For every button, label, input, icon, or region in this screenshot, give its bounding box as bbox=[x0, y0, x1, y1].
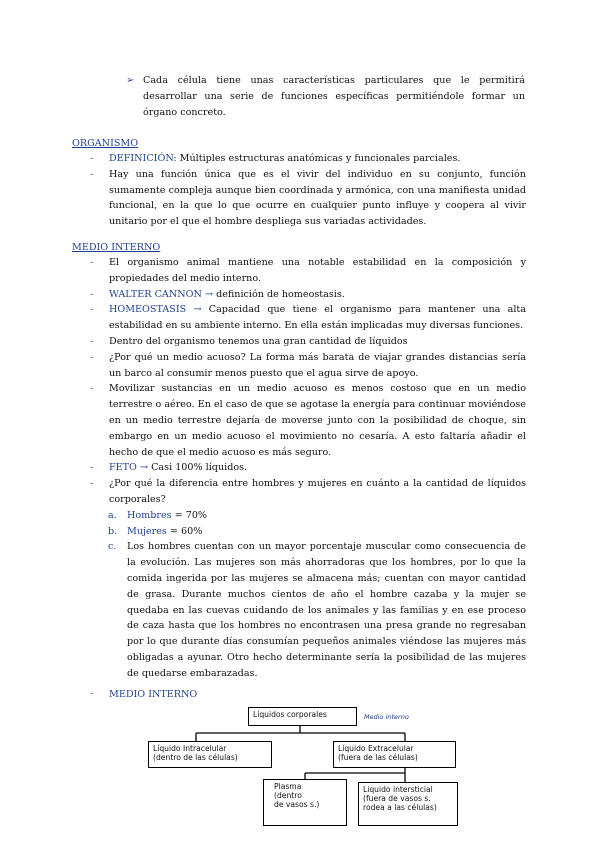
box-liquido-extracelular: Líquido Extracelular (fuera de las células) bbox=[333, 741, 456, 768]
dash-bullet: - bbox=[90, 383, 94, 395]
sub-list-item bbox=[72, 508, 526, 524]
list-letter: a. bbox=[108, 509, 117, 521]
list-item-text: definición de homeostasis. bbox=[213, 288, 345, 300]
dash-bullet: - bbox=[90, 462, 94, 474]
box-liquido-intersticial: Liquido intersticial (fuera de vasos s. rodea a las células) bbox=[358, 782, 458, 826]
list-item-text: = 60% bbox=[166, 525, 203, 537]
list-item-text: Los hombres cuentan con un mayor porcentaje muscular como consecuencia de la evolución. Las mujeres son más ahorradoras que los hombres, por lo que la comida ingerida por las mujeres se almacena más; cuentan con mayor cantidad de grasa. Durante muchos cientos de año el hombre cazaba y la mujer se quedaba en las cuevas cuidando de los animales y las familias y en ese proceso de caza hasta que los hombres no encontrasen una presa grande no regresaban por lo que durante días consumían pequeños animales viéndose las mujeres más obligadas a ayunar. Otro hecho determinante sería la posibilidad de las mujeres de quedarse embarazadas. bbox=[127, 541, 526, 679]
intro-paragraph: Cada célula tiene unas características particulares que le permitirá desarrollar una serie de funciones específicas permitiéndole formar un órgano concreto. bbox=[143, 75, 525, 118]
dash-bullet: - bbox=[90, 688, 94, 699]
right-arrow-icon: → bbox=[193, 304, 202, 316]
list-item-text: Movilizar sustancias en un medio acuoso es menos costoso que en un medio terrestre o aéreo. En el caso de que se agotase la energía para continuar moviéndose en un medio terrestre dejaría de moverse junto con la posibilidad de choque, sin embargo en un medio acuoso el movimiento no cesaría. A esto faltaría añadir el hecho de que el medio acuoso es más seguro. bbox=[109, 383, 526, 458]
term-label: Hombres bbox=[127, 509, 172, 521]
sub-list-item bbox=[72, 524, 526, 540]
list-item bbox=[72, 460, 526, 476]
list-item-text: Hay una función única que es el vivir del individuo en su conjunto, función sumamente compleja aunque bien coordinada y armónica, con una manifiesta unidad funcional, en la que lo que ocurre en cualquier punto influye y coopera al vivir unitario por el que el hombre despliega sus variadas actividades. bbox=[109, 168, 526, 228]
section-heading-diagram: MEDIO INTERNO bbox=[109, 689, 198, 700]
medio-interno-label: Medio interno bbox=[364, 713, 409, 721]
list-item-text: = 70% bbox=[171, 509, 208, 521]
list-item bbox=[72, 255, 526, 287]
section-heading-medio-interno: MEDIO INTERNO bbox=[72, 242, 161, 253]
section-heading-organismo: ORGANISMO bbox=[72, 138, 139, 149]
term-label: HOMEOSTASIS bbox=[109, 304, 187, 316]
box-plasma: Plasma (dentro de vasos s.) bbox=[263, 779, 347, 826]
list-item bbox=[72, 476, 526, 681]
right-arrow-icon: → bbox=[204, 288, 214, 300]
dash-bullet: - bbox=[90, 257, 94, 268]
list-item-text: Casi 100% líquidos. bbox=[148, 462, 248, 474]
dash-bullet: - bbox=[90, 335, 94, 347]
dash-bullet: - bbox=[90, 288, 94, 300]
list-item bbox=[72, 334, 526, 350]
right-arrow-icon: → bbox=[140, 462, 149, 474]
sub-list bbox=[72, 508, 526, 682]
list-item-text: Múltiples estructuras anatómicas y funcionales parciales. bbox=[176, 153, 461, 164]
list-item bbox=[72, 381, 526, 460]
dash-bullet: - bbox=[90, 351, 94, 363]
list-letter: c. bbox=[108, 541, 117, 553]
list-item-text: ¿Por qué la diferencia entre hombres y mujeres en cuánto a la cantidad de líquidos corporales? bbox=[109, 478, 526, 505]
dash-bullet: - bbox=[90, 153, 94, 164]
list-item bbox=[72, 151, 526, 167]
dash-bullet: - bbox=[90, 168, 94, 180]
term-label: FETO bbox=[109, 462, 137, 474]
organismo-list bbox=[72, 151, 526, 230]
list-item-text: Capacidad que tiene el organismo para mantener una alta estabilidad en su ambiente interno. En ella están implicadas muy diversas funciones. bbox=[109, 304, 526, 332]
list-item-text: Dentro del organismo tenemos una gran cantidad de líquidos bbox=[109, 335, 408, 347]
list-item bbox=[72, 287, 526, 303]
list-item bbox=[72, 302, 526, 334]
box-liquido-intracelular: Líquido Intracelular (dentro de las células) bbox=[148, 741, 272, 768]
list-letter: b. bbox=[108, 525, 118, 537]
list-item bbox=[72, 350, 526, 382]
definition-label: DEFINICIÓN: bbox=[109, 153, 177, 164]
sub-list-item bbox=[72, 539, 526, 681]
list-item-text: ¿Por qué un medio acuoso? La forma más barata de viajar grandes distancias sería un barco al consumir menos puesto que el agua sirve de apoyo. bbox=[109, 351, 526, 379]
term-label: Mujeres bbox=[127, 525, 167, 537]
list-item-text: El organismo animal mantiene una notable estabilidad en la composición y propiedades del medio interno. bbox=[109, 257, 526, 284]
box-liquidos-corporales: Líquidos corporales bbox=[248, 707, 357, 726]
term-label: WALTER CANNON bbox=[109, 288, 202, 300]
list-item bbox=[72, 167, 526, 230]
dash-bullet: - bbox=[90, 478, 94, 490]
dash-bullet: - bbox=[90, 304, 94, 316]
medio-interno-list bbox=[72, 255, 526, 682]
arrow-bullet-icon: ➢ bbox=[126, 75, 135, 86]
